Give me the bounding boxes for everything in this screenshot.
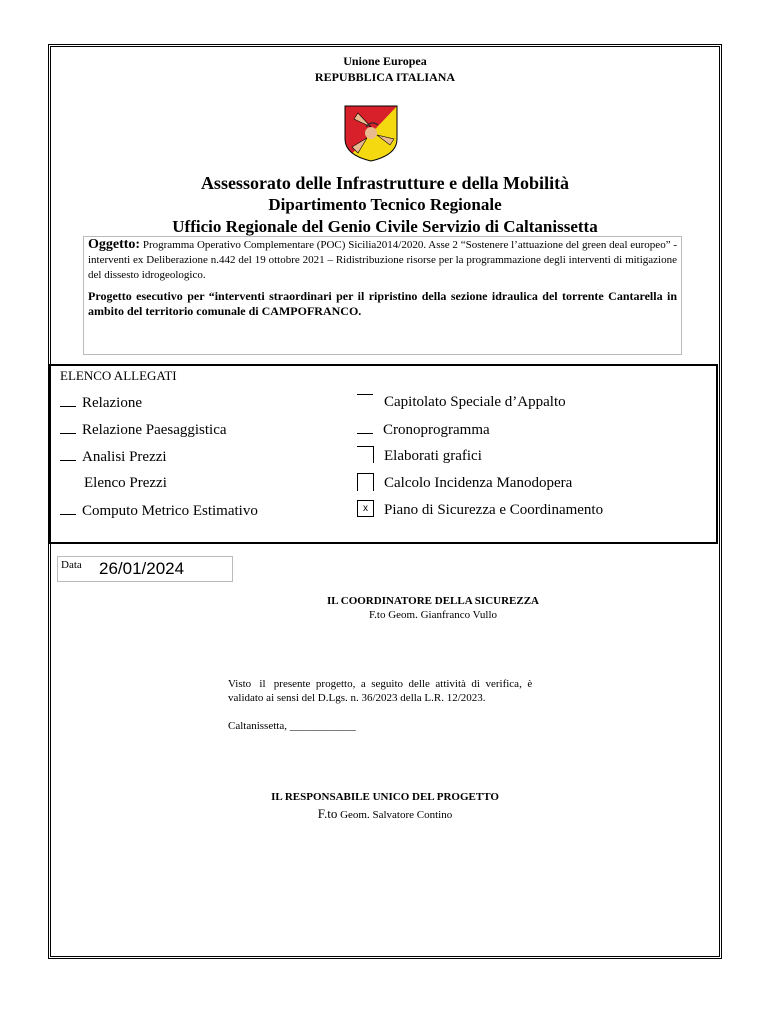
allegato-calcolo-incidenza: Calcolo Incidenza Manodopera — [384, 475, 573, 491]
allegato-analisi-prezzi: Analisi Prezzi — [60, 448, 167, 466]
title-dipartimento: Dipartimento Tecnico Regionale — [268, 195, 502, 214]
trinacria-emblem-icon — [344, 105, 398, 162]
rup-name: Geom. Salvatore Contino — [337, 809, 453, 821]
allegato-elenco-prezzi: Elenco Prezzi — [84, 475, 167, 491]
checkbox-calcolo[interactable] — [357, 473, 374, 491]
coordinatore-name: F.to Geom. Gianfranco Vullo — [368, 609, 498, 621]
date-label: Data — [61, 559, 82, 571]
checkbox-piano-sicurezza[interactable]: x — [357, 500, 374, 517]
dash-marker — [60, 502, 76, 515]
dash-marker — [357, 421, 373, 434]
allegati-title: ELENCO ALLEGATI — [60, 368, 177, 383]
coordinatore-title: IL COORDINATORE DELLA SICUREZZA — [326, 595, 539, 607]
allegato-capitolato: Capitolato Speciale d’Appalto — [384, 394, 566, 410]
oggetto-box — [83, 236, 682, 355]
dash-marker — [60, 394, 76, 407]
dash-marker — [60, 448, 76, 461]
rup-title: IL RESPONSABILE UNICO DEL PROGETTO — [271, 791, 499, 803]
overline-marker — [357, 394, 373, 395]
dash-marker — [60, 421, 76, 434]
allegato-relazione-paesaggistica: Relazione Paesaggistica — [60, 421, 227, 439]
title-assessorato: Assessorato delle Infrastrutture e della Mobilità — [200, 173, 570, 193]
visto-place: Caltanissetta, ____________ — [228, 720, 356, 732]
allegato-elaborati-grafici: Elaborati grafici — [384, 448, 482, 464]
oggetto-text: Programma Operativo Complementare (POC) Sicilia2014/2020. Asse 2 “Sostenere l’attuazione del green deal europeo” - interventi ex Deliberazione n.442 del 19 ottobre 2021 – Ridistribuzione risorse per la programmazione degli interventi di mitigazione del dissesto idrogeologico. — [88, 239, 677, 281]
progetto-text: Progetto esecutivo per “interventi straordinari per il ripristino della sezione idraulica del torrente Cantarella in ambito del territorio comunale di CAMPOFRANCO. — [88, 289, 677, 318]
rup-signature — [48, 805, 722, 823]
rup-prefix: F.to — [317, 806, 338, 821]
visto-line2: validato ai sensi del D.Lgs. n. 36/2023 della L.R. 12/2023. — [228, 692, 486, 704]
corner-marker — [357, 446, 374, 463]
oggetto-label: Oggetto: — [88, 237, 141, 252]
header-republic: REPUBBLICA ITALIANA — [314, 70, 456, 84]
allegato-piano-sicurezza: Piano di Sicurezza e Coordinamento — [384, 502, 604, 518]
title-ufficio: Ufficio Regionale del Genio Civile Servizio di Caltanissetta — [172, 217, 598, 236]
visto-line1: Visto il presente progetto, a seguito delle attività di verifica, è — [228, 678, 533, 690]
allegato-relazione: Relazione — [60, 394, 142, 412]
header-union: Unione Europea — [343, 54, 427, 68]
allegato-cronoprogramma: Cronoprogramma — [357, 421, 490, 439]
allegato-computo-metrico: Computo Metrico Estimativo — [60, 502, 258, 520]
date-value: 26/01/2024 — [99, 559, 185, 578]
